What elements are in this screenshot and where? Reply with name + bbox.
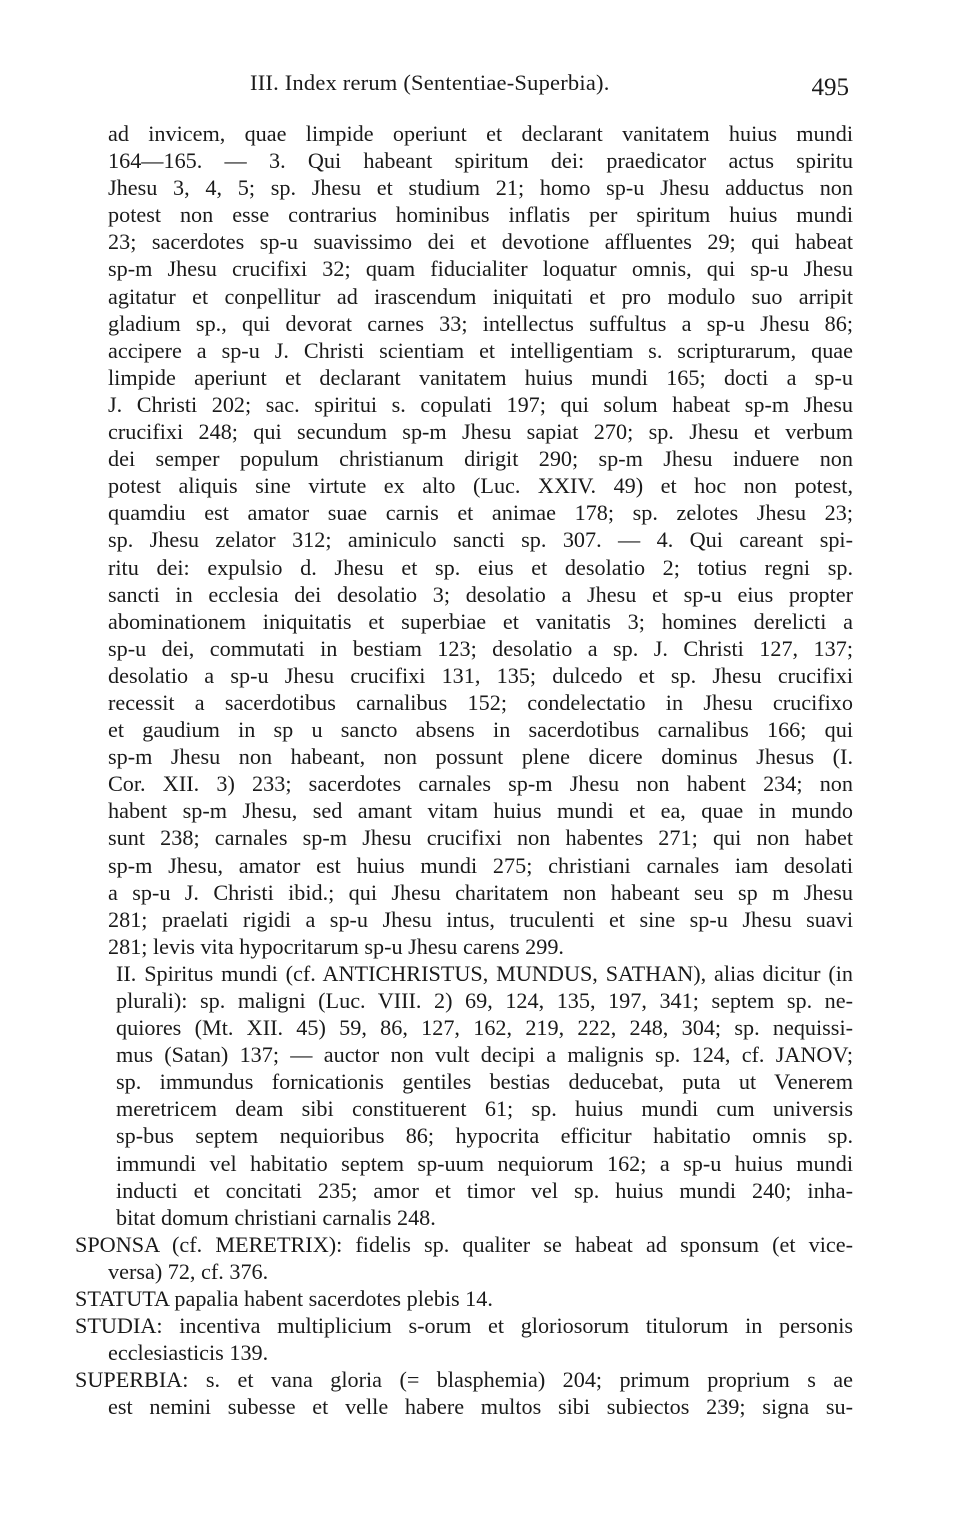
section-ii-line: sp. immundus fornicationis gentiles bestias deducebat, puta ut Venerem [116,1069,853,1095]
body-text-line: crucifixi 248; qui secundum sp-m Jhesu sapiat 270; sp. Jhesu et verbum [108,419,853,445]
body-text-line: quamdiu est amator suae carnis et animae 178; sp. zelotes Jhesu 23; [108,500,853,526]
index-body [75,120,853,1421]
body-text-line: gladium sp., qui devorat carnes 33; intellectus suffultus a sp-u Jhesu 86; [108,310,853,336]
body-text-line: dei semper populum christianum dirigit 290; sp-m Jhesu induere non [108,446,853,472]
body-text-line: potest non esse contrarius hominibus inflatis per spiritum huius mundi [108,202,853,228]
body-text-line: sp. Jhesu zelator 312; aminiculo sancti sp. 307. — 4. Qui careant spi- [108,527,853,553]
index-entries-block [75,1231,853,1421]
section-ii-line: mus (Satan) 137; — auctor non vult decipi a malignis sp. 124, cf. JANOV; [116,1042,853,1068]
spiritus-entry-block [108,120,853,960]
body-text-line: sp-u dei, commutati in bestiam 123; desolatio a sp. J. Christi 127, 137; [108,635,853,661]
body-text-line: sp-m Jhesu, amator est huius mundi 275; christiani carnales iam desolati [108,852,853,878]
body-text-line: abominationem iniquitatis et superbiae et vanitatis 3; homines derelicti a [108,608,853,634]
section-ii-line: immundi vel habitatio septem sp-uum nequiorum 162; a sp-u huius mundi [116,1150,853,1176]
body-text-line: recessit a sacerdotibus carnalibus 152; condelectatio in Jhesu crucifixo [108,689,853,715]
body-text-line: 281; praelati rigidi a sp-u Jhesu intus, truculenti et sine sp-u Jhesu suavi [108,906,853,932]
body-text-line: sp-m Jhesu non habeant, non possunt plene dicere dominus Jhesus (I. [108,744,853,770]
body-text-line: accipere a sp-u J. Christi scientiam et intelligentiam s. scripturarum, quae [108,337,853,363]
index-entry-line: STUDIA: incentiva multiplicium s-orum et gloriosorum titulorum in personis [75,1313,853,1339]
spiritus-mundi-block [108,960,853,1231]
body-text-line: Jhesu 3, 4, 5; sp. Jhesu et studium 21; homo sp-u Jhesu adductus non [108,175,853,201]
running-head [108,68,853,108]
section-ii-line: inducti et concitati 235; amor et timor vel sp. huius mundi 240; inha- [116,1177,853,1203]
body-text-line: 164—165. — 3. Qui habeant spiritum dei: praedicator actus spiritu [108,148,853,174]
index-entry-line: est nemini subesse et velle habere multos sibi subiectos 239; signa su- [108,1394,853,1420]
index-entry-line: versa) 72, cf. 376. [108,1258,269,1284]
body-text-line: et gaudium in sp u sancto absens in sacerdotibus carnalibus 166; qui [108,717,853,743]
header-title: III. Index rerum (Sententiae-Superbia). [250,70,610,95]
body-text-line: sancti in ecclesia dei desolatio 3; desolatio a Jhesu et sp-u eius propter [108,581,853,607]
index-entry-line: SPONSA (cf. MERETRIX): fidelis sp. qualiter se habeat ad sponsum (et vice- [75,1231,853,1257]
section-ii-line: plurali): sp. maligni (Luc. VIII. 2) 69, 124, 135, 197, 341; septem sp. ne- [116,988,853,1013]
body-text-line: sp-m Jhesu crucifixi 32; quam fiducialiter loquatur omnis, qui sp-u Jhesu [108,256,853,282]
body-text-line: potest aliquis sine virtute ex alto (Luc. XXIV. 49) et hoc non potest, [108,473,853,499]
body-text-line: a sp-u J. Christi ibid.; qui Jhesu charitatem non habeant seu sp m Jhesu [108,879,853,905]
body-text-line: ritu dei: expulsio d. Jhesu et sp. eius et desolatio 2; totius regni sp. [108,554,853,580]
section-ii-line: II. Spiritus mundi (cf. ANTICHRISTUS, MUNDUS, SATHAN), alias dicitur (in [116,960,853,986]
body-text-line: agitatur et conpellitur ad irascendum iniquitati et pro modulo suo arripit [108,283,853,309]
body-text-line: habent sp-m Jhesu, sed amant vitam huius mundi et ea, quae in mundo [108,798,853,824]
index-entry-line: ecclesiasticis 139. [108,1340,269,1366]
body-text-line: ad invicem, quae limpide operiunt et declarant vanitatem huius mundi [108,121,853,146]
body-text-line: desolatio a sp-u Jhesu crucifixi 131, 135; dulcedo et sp. Jhesu crucifixi [108,662,853,688]
body-text-line: 23; sacerdotes sp-u suavissimo dei et devotione affluentes 29; qui habeat [108,229,853,255]
section-ii-line: bitat domum christiani carnalis 248. [116,1204,436,1230]
body-text-line: Cor. XII. 3) 233; sacerdotes carnales sp-m Jhesu non habent 234; non [108,771,853,797]
body-text-line: sunt 238; carnales sp-m Jhesu crucifixi non habentes 271; qui non habet [108,825,853,851]
page-number: 495 [811,74,849,101]
body-text-line: 281; levis vita hypocritarum sp-u Jhesu carens 299. [108,933,564,959]
section-ii-line: meretricem deam sibi constituerent 61; sp. huius mundi cum universis [116,1096,853,1122]
body-text-line: J. Christi 202; sac. spiritui s. copulati 197; qui solum habeat sp-m Jhesu [108,391,853,417]
section-ii-line: sp-bus septem nequioribus 86; hypocrita efficitur habitatio omnis sp. [116,1123,853,1149]
index-entry-line: SUPERBIA: s. et vana gloria (= blasphemia) 204; primum proprium s ae [75,1367,853,1393]
index-entry-line: STATUTA papalia habent sacerdotes plebis 14. [75,1286,493,1312]
section-ii-line: quiores (Mt. XII. 45) 59, 86, 127, 162, 219, 222, 248, 304; sp. nequissi- [116,1015,853,1041]
body-text-line: limpide aperiunt et declarant vanitatem huius mundi 165; docti a sp-u [108,364,853,390]
